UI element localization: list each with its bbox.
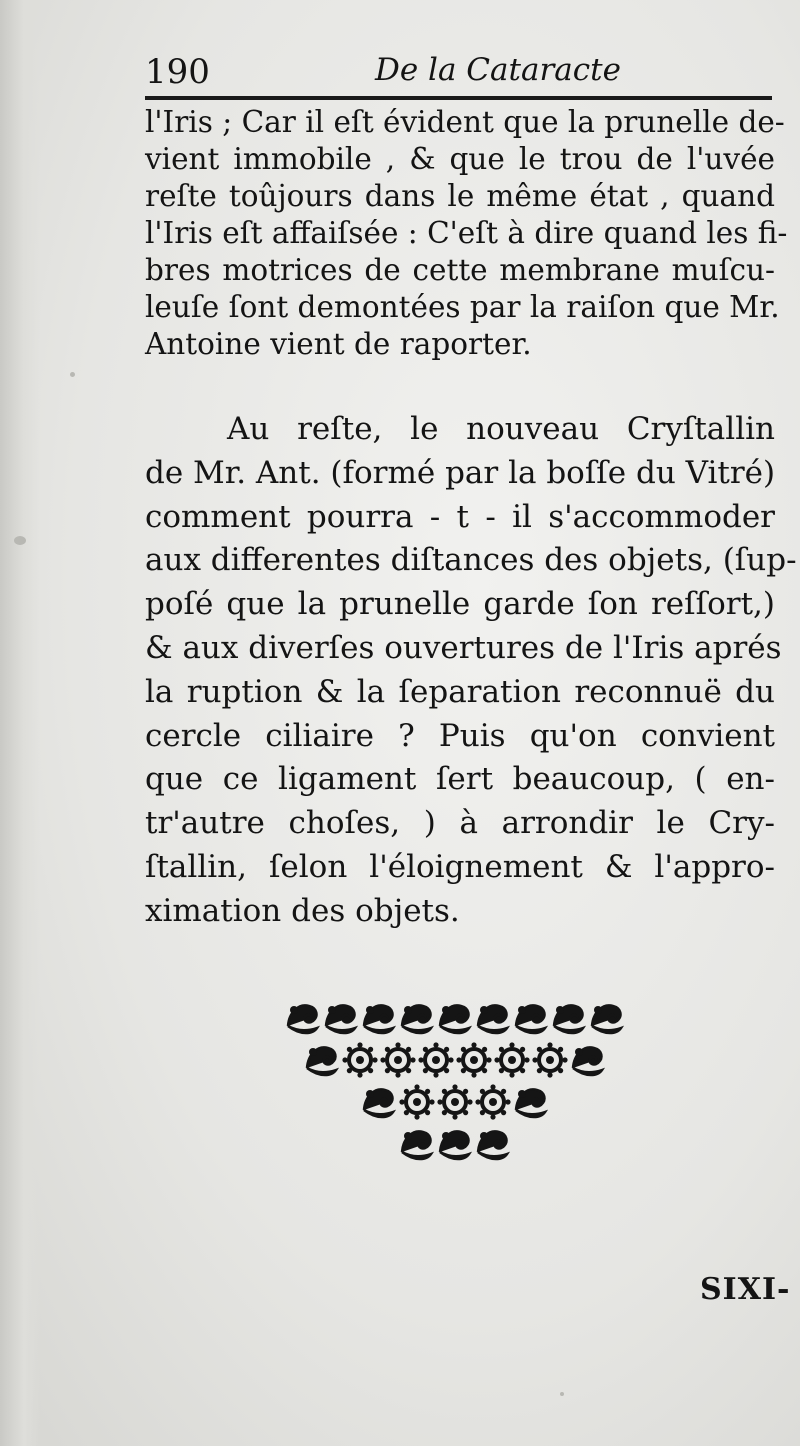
text-line: reſte toûjours dans le même état , quand <box>145 179 775 213</box>
text-line: ſtallin, ſelon l'éloignement & l'appro- <box>145 848 775 885</box>
text-line: Au reſte, le nouveau Cryſtallin <box>227 411 775 447</box>
fleuron-icon <box>364 1089 393 1117</box>
running-head <box>145 52 770 92</box>
fleuron-icon <box>440 1131 469 1159</box>
fleuron-icon <box>532 1042 567 1077</box>
text-line: Antoine vient de raporter. <box>145 327 532 361</box>
text-line: l'Iris eſt affaiſsée : C'eſt à dire quand les fi- <box>145 216 788 250</box>
fleuron-icon <box>440 1005 469 1033</box>
fleuron-icon <box>326 1005 355 1033</box>
text-line: bres motrices de cette membrane muſcu- <box>145 253 775 287</box>
page-edge-shadow <box>0 0 40 1446</box>
fleuron-icon <box>516 1005 545 1033</box>
fleuron-icon <box>592 1005 621 1033</box>
fleuron-icon <box>418 1042 453 1077</box>
running-title: De la Cataracte <box>375 52 621 88</box>
fleuron-icon <box>437 1084 472 1119</box>
header-rule <box>145 96 772 100</box>
text-line: comment pourra - t - il s'accommoder <box>145 498 775 535</box>
paragraph-2 <box>145 408 797 934</box>
fleuron-icon <box>475 1084 510 1119</box>
text-line: que ce ligament ſert beaucoup, ( en- <box>145 761 775 798</box>
text-line: & aux diverſes ouvertures de l'Iris aprés <box>145 629 782 666</box>
fleuron-icon <box>516 1089 545 1117</box>
paragraph-1 <box>145 104 788 363</box>
fleuron-icon <box>380 1042 415 1077</box>
fleuron-icon <box>494 1042 529 1077</box>
floral-tailpiece-ornament-icon <box>270 1000 640 1170</box>
fleuron-icon <box>478 1131 507 1159</box>
fleuron-icon <box>402 1005 431 1033</box>
text-line: la ruption & la ſeparation reconnuë du <box>145 673 775 710</box>
text-line: leuſe ſont demontées par la raiſon que Mr. <box>145 290 780 324</box>
catchword: SIXI- <box>700 1272 791 1307</box>
paper-stain <box>560 1392 564 1396</box>
page-number: 190 <box>145 52 210 92</box>
fleuron-icon <box>288 1005 317 1033</box>
text-line: poſé que la prunelle garde ſon reſſort,) <box>145 586 775 623</box>
text-line: vient immobile , & que le trou de l'uvée <box>145 142 775 176</box>
text-line: cercle ciliaire ? Puis qu'on convient <box>145 717 775 754</box>
fleuron-icon <box>307 1047 336 1075</box>
text-line: de Mr. Ant. (formé par la boſſe du Vitré) <box>145 454 776 491</box>
fleuron-icon <box>554 1005 583 1033</box>
fleuron-icon <box>402 1131 431 1159</box>
text-line: tr'autre choſes, ) à arrondir le Cry- <box>145 805 775 842</box>
fleuron-icon <box>478 1005 507 1033</box>
paper-stain <box>70 372 75 377</box>
text-line: ximation des objets. <box>145 892 460 929</box>
fleuron-icon <box>342 1042 377 1077</box>
fleuron-icon <box>573 1047 602 1075</box>
fleuron-icon <box>456 1042 491 1077</box>
text-line: l'Iris ; Car il eſt évident que la prunelle de- <box>145 105 785 139</box>
paper-stain <box>14 536 26 545</box>
text-line: aux differentes diſtances des objets, (ſup- <box>145 542 797 579</box>
fleuron-icon <box>364 1005 393 1033</box>
fleuron-icon <box>399 1084 434 1119</box>
